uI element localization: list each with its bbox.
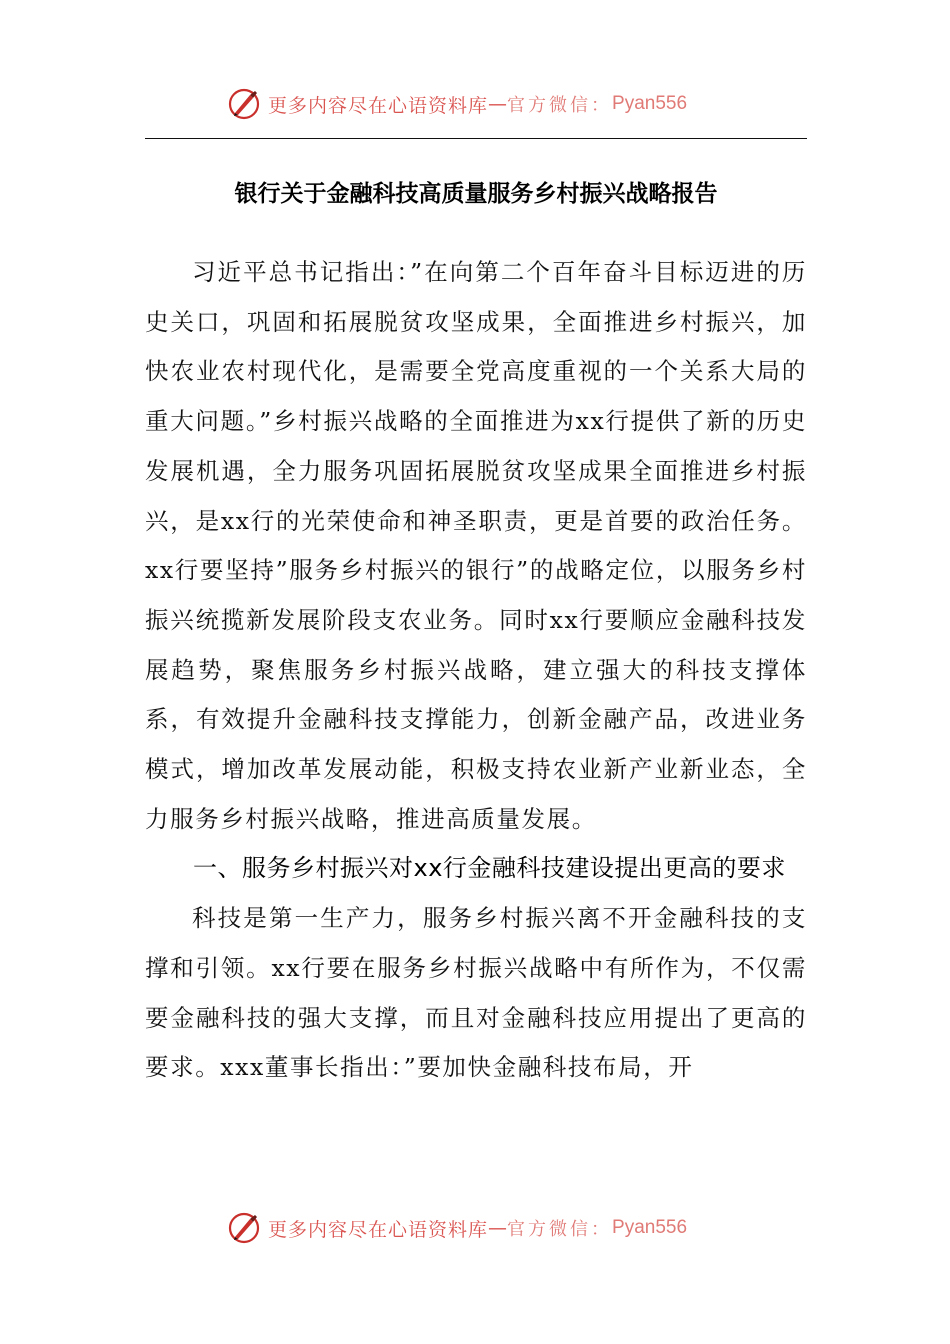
header-banner: [0, 82, 950, 126]
quill-pen-logo-icon: [226, 1210, 262, 1246]
banner-wechat-label: 官方微信：: [507, 1219, 613, 1240]
banner-wechat-id: Pyan556: [612, 1217, 688, 1238]
document-title: 银行关于金融科技高质量服务乡村振兴战略报告: [234, 180, 718, 207]
paragraph-intro: 习近平总书记指出：”在向第二个百年奋斗目标迈进的历史关口，巩固和拓展脱贫攻坚成果，全面推进乡村振兴，加快农业农村现代化，是需要全党高度重视的一个关系大局的重大问题。”乡村振兴战略的全面推进为xx行提供了新的历史发展机遇，全力服务巩固拓展脱贫攻坚成果全面推进乡村振兴，是xx行的光荣使命和神圣职责，更是首要的政治任务。xx行要坚持”服务乡村振兴的银行”的战略定位，以服务乡村振兴统揽新发展阶段支农业务。同时xx行要顺应金融科技发展趋势，聚焦服务乡村振兴战略，建立强大的科技支撑体系，有效提升金融科技支撑能力，创新金融产品，改进业务模式，增加改革发展动能，积极支持农业新产业新业态，全力服务乡村振兴战略，推进高质量发展。: [145, 258, 807, 833]
footer-banner: [0, 1206, 950, 1250]
banner-brand-text: 更多内容尽在心语资料库: [268, 1218, 489, 1241]
banner-dash: —: [488, 1217, 508, 1239]
banner-content: [226, 82, 687, 126]
section-heading-1: 一、服务乡村振兴对xx行金融科技建设提出更高的要求: [193, 854, 786, 883]
quill-pen-logo-icon: [226, 86, 262, 122]
banner-content: [226, 1206, 687, 1250]
banner-dash: —: [488, 93, 508, 115]
header-divider: [145, 138, 807, 139]
banner-wechat-id: Pyan556: [612, 93, 688, 114]
banner-wechat-label: 官方微信：: [507, 95, 613, 116]
document-body: [145, 248, 807, 1093]
paragraph-section-1: 科技是第一生产力，服务乡村振兴离不开金融科技的支撑和引领。xx行要在服务乡村振兴战略中有所作为，不仅需要金融科技的强大支撑，而且对金融科技应用提出了更高的要求。xxx董事长指出：”要加快金融科技布局，开: [145, 904, 807, 1082]
banner-brand-text: 更多内容尽在心语资料库: [268, 94, 489, 117]
